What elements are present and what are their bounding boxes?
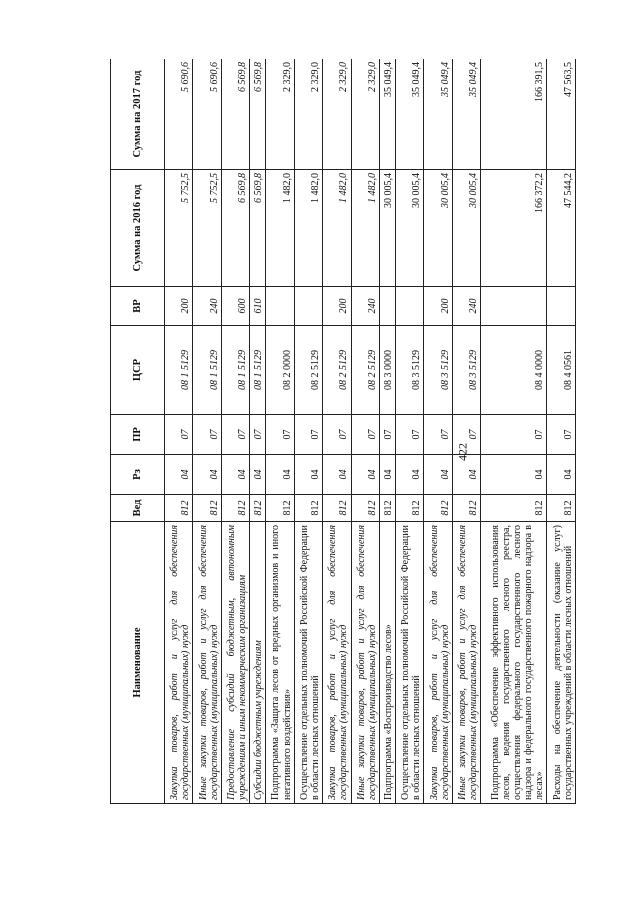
row-ved: 812 [250,495,266,522]
row-vr: 200 [424,287,452,326]
row-ved: 812 [380,495,396,522]
table-row [266,59,294,804]
row-name: Субсидии бюджетным учреждениям [250,522,266,804]
row-sum-2016: 6 569,8 [250,170,266,287]
table-row [351,59,379,804]
header-csr: ЦСР [111,326,165,415]
row-sum-2016: 166 372,2 [481,170,547,287]
row-vr: 240 [193,287,221,326]
table-body [165,59,576,804]
header-ved: Вед [111,495,165,522]
row-ved: 812 [323,495,351,522]
row-sum-2016: 30 005,4 [380,170,396,287]
row-rz: 04 [351,455,379,495]
row-csr: 08 3 5129 [395,326,423,415]
row-sum-2016: 1 482,0 [294,170,322,287]
row-name: Закупка товаров, работ и услуг для обеспечения государственных (муниципальных) нужд [165,522,193,804]
row-vr: 240 [351,287,379,326]
row-pr: 07 [452,415,480,455]
row-sum-2017: 2 329,0 [294,59,322,170]
row-pr: 07 [395,415,423,455]
row-name: Закупка товаров, работ и услуг для обеспечения государственных (муниципальных) нужд [424,522,452,804]
row-vr [380,287,396,326]
row-sum-2017: 6 569,8 [221,59,249,170]
row-vr: 240 [452,287,480,326]
header-pr: ПР [111,415,165,455]
row-rz: 04 [380,455,396,495]
row-csr: 08 3 5129 [452,326,480,415]
row-pr: 07 [294,415,322,455]
row-ved: 812 [481,495,547,522]
row-csr: 08 2 5129 [323,326,351,415]
row-name: Подпрограмма «Воспроизводство лесов» [380,522,396,804]
row-pr: 07 [380,415,396,455]
row-name: Расходы на обеспечение деятельности (оказание услуг) государственных учреждений в области лесных отношений [547,522,576,804]
header-sum-2017: Сумма на 2017 год [111,59,165,170]
row-pr: 07 [250,415,266,455]
row-rz: 04 [452,455,480,495]
table-row [323,59,351,804]
row-pr: 07 [323,415,351,455]
table-row [250,59,266,804]
row-vr: 200 [323,287,351,326]
row-sum-2016: 1 482,0 [351,170,379,287]
row-sum-2016: 1 482,0 [266,170,294,287]
row-name: Иные закупки товаров, работ и услуг для обеспечения государственных (муниципальных) нужд [193,522,221,804]
row-ved: 812 [424,495,452,522]
row-rz: 04 [547,455,576,495]
row-name: Предоставление субсидий бюджетным, автономным учреждениям и иным некоммерческим организациям [221,522,249,804]
row-rz: 04 [250,455,266,495]
row-sum-2017: 35 049,4 [380,59,396,170]
header-name: Наименование [111,522,165,804]
page-number: 422 [455,443,470,461]
row-rz: 04 [294,455,322,495]
row-sum-2016: 30 005,4 [395,170,423,287]
row-pr: 07 [424,415,452,455]
row-name: Иные закупки товаров, работ и услуг для обеспечения государственных (муниципальных) нужд [351,522,379,804]
row-sum-2016: 6 569,8 [221,170,249,287]
row-vr [547,287,576,326]
row-rz: 04 [221,455,249,495]
row-ved: 812 [351,495,379,522]
row-sum-2017: 5 690,6 [165,59,193,170]
header-vr: ВР [111,287,165,326]
table-row [424,59,452,804]
row-sum-2016: 5 752,5 [165,170,193,287]
row-name: Иные закупки товаров, работ и услуг для обеспечения государственных (муниципальных) нужд [452,522,480,804]
row-name: Осуществление отдельных полномочий Российской Федерации в области лесных отношений [294,522,322,804]
row-pr: 07 [165,415,193,455]
row-name: Подпрограмма «Защита лесов от вредных организмов и иного негативного воздействия» [266,522,294,804]
table-row [193,59,221,804]
table-row [395,59,423,804]
table-row [221,59,249,804]
row-sum-2016: 47 544,2 [547,170,576,287]
header-sum-2016: Сумма на 2016 год [111,170,165,287]
row-sum-2017: 2 329,0 [323,59,351,170]
row-ved: 812 [547,495,576,522]
row-pr: 07 [481,415,547,455]
row-vr: 610 [250,287,266,326]
row-ved: 812 [193,495,221,522]
row-pr: 07 [351,415,379,455]
row-csr: 08 1 5129 [193,326,221,415]
row-csr: 08 1 5129 [165,326,193,415]
row-ved: 812 [294,495,322,522]
row-vr [294,287,322,326]
table-row [452,59,480,804]
row-name: Осуществление отдельных полномочий Российской Федерации в области лесных отношений [395,522,423,804]
row-sum-2016: 5 752,5 [193,170,221,287]
table-row [294,59,322,804]
row-sum-2017: 5 690,6 [193,59,221,170]
row-pr: 07 [547,415,576,455]
row-sum-2017: 35 049,4 [395,59,423,170]
row-csr: 08 1 5129 [250,326,266,415]
table-row [481,59,547,804]
row-sum-2016: 1 482,0 [323,170,351,287]
row-ved: 812 [266,495,294,522]
table-row [380,59,396,804]
row-sum-2017: 6 569,8 [250,59,266,170]
row-rz: 04 [481,455,547,495]
row-pr: 07 [266,415,294,455]
row-name: Подпрограмма «Обеспечение эффективного использования лесов, ведения государственного лесного реестра, осуществления федерального государственного лесного надзора и федерального государственного пожарного надзора в лесах» [481,522,547,804]
row-csr: 08 4 0561 [547,326,576,415]
row-ved: 812 [452,495,480,522]
row-vr [395,287,423,326]
row-rz: 04 [193,455,221,495]
budget-table [110,59,576,804]
row-sum-2017: 35 049,4 [424,59,452,170]
row-ved: 812 [165,495,193,522]
header-rz: Рз [111,455,165,495]
row-csr: 08 1 5129 [221,326,249,415]
row-ved: 812 [395,495,423,522]
row-csr: 08 4 0000 [481,326,547,415]
row-sum-2017: 166 391,5 [481,59,547,170]
rotated-table-container [110,59,576,804]
row-csr: 08 2 5129 [294,326,322,415]
row-rz: 04 [165,455,193,495]
row-csr: 08 3 0000 [380,326,396,415]
row-rz: 04 [323,455,351,495]
row-sum-2017: 2 329,0 [351,59,379,170]
row-pr: 07 [221,415,249,455]
row-sum-2017: 2 329,0 [266,59,294,170]
row-name: Закупка товаров, работ и услуг для обеспечения государственных (муниципальных) нужд [323,522,351,804]
row-sum-2017: 35 049,4 [452,59,480,170]
row-sum-2016: 30 005,4 [424,170,452,287]
row-vr: 600 [221,287,249,326]
row-vr [481,287,547,326]
row-rz: 04 [395,455,423,495]
row-csr: 08 2 5129 [351,326,379,415]
row-rz: 04 [424,455,452,495]
row-sum-2016: 30 005,4 [452,170,480,287]
row-ved: 812 [221,495,249,522]
row-rz: 04 [266,455,294,495]
table-row [547,59,576,804]
row-csr: 08 3 5129 [424,326,452,415]
row-csr: 08 2 0000 [266,326,294,415]
table-row [165,59,193,804]
row-vr: 200 [165,287,193,326]
row-vr [266,287,294,326]
row-sum-2017: 47 563,5 [547,59,576,170]
table-header-row [111,59,165,804]
row-pr: 07 [193,415,221,455]
